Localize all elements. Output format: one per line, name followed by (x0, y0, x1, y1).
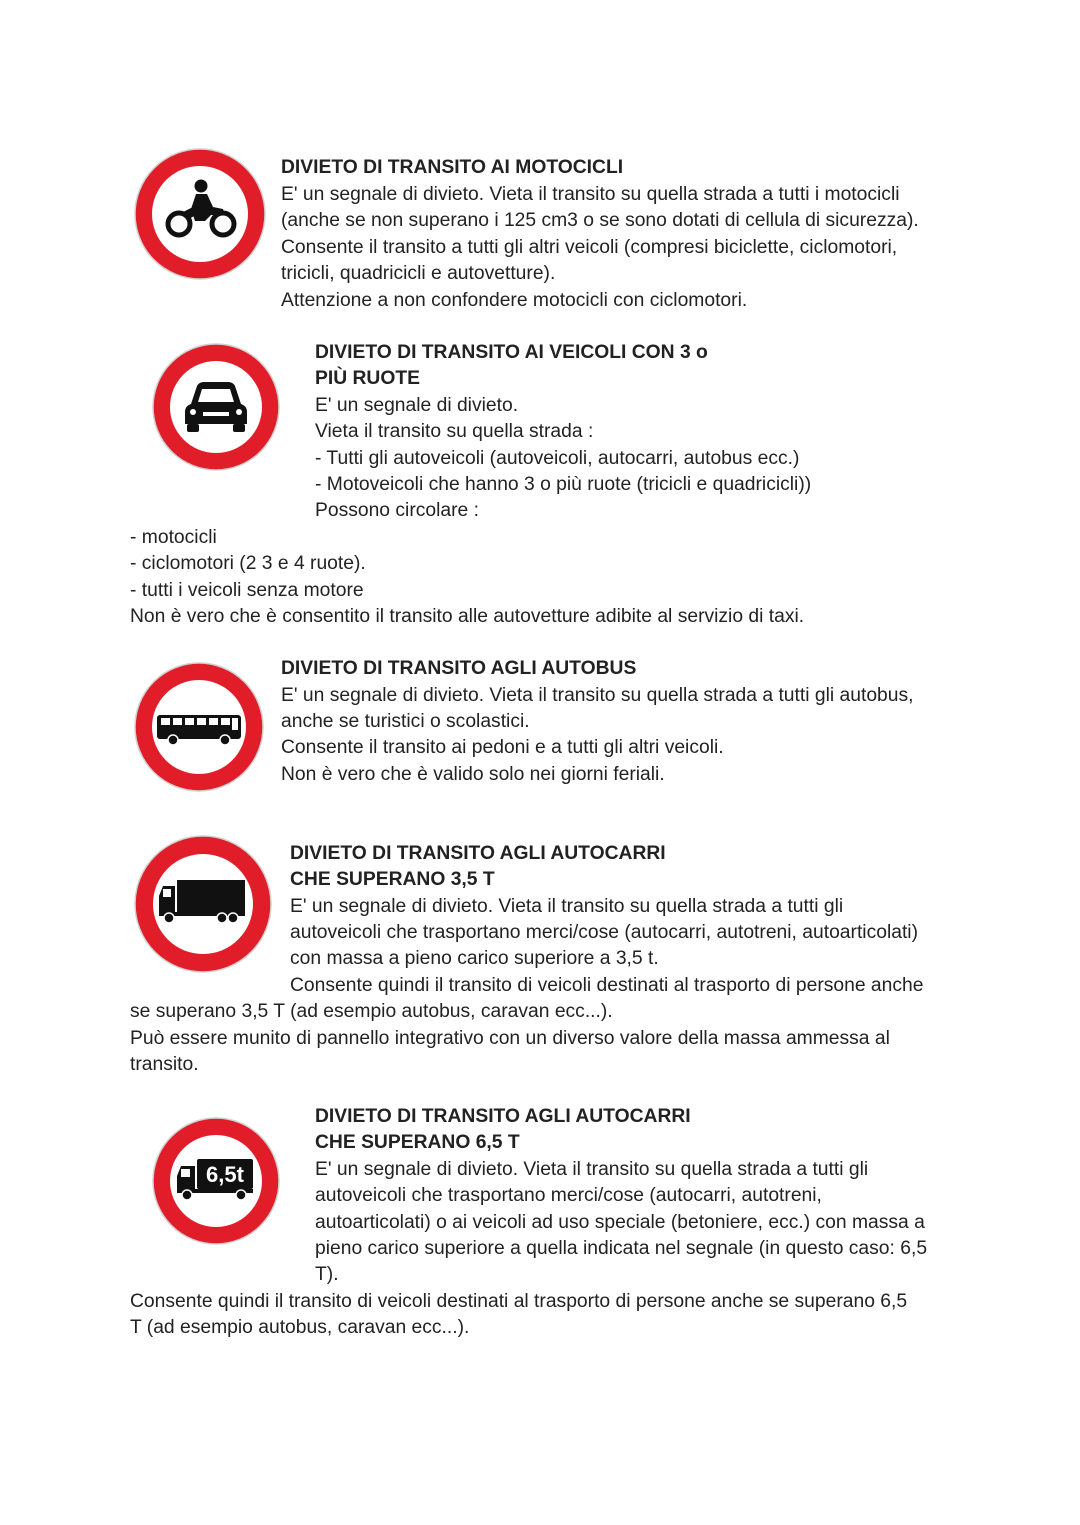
section-text: anche se turistici o scolastici. (281, 711, 530, 732)
section-text: E' un segnale di divieto. Vieta il transito su quella strada a tutti gli (315, 1159, 869, 1180)
section-text: Non è vero che è valido solo nei giorni feriali. (281, 764, 665, 785)
section-title: CHE SUPERANO 3,5 T (290, 869, 495, 890)
section-text: T). (315, 1264, 339, 1285)
section-text: Vieta il transito su quella strada : (315, 421, 594, 442)
section-text: E' un segnale di divieto. Vieta il transito su quella strada a tutti gli autobus, (281, 685, 914, 706)
sign-no-trucks-3-5t (133, 834, 273, 974)
sign-no-motorcycles (133, 147, 267, 281)
section-text: pieno carico superiore a quella indicata nel segnale (in questo caso: 6,5 (315, 1238, 928, 1259)
section-text: Possono circolare : (315, 500, 479, 521)
section-text: T (ad esempio autobus, caravan ecc...). (130, 1317, 470, 1338)
section-text: - tutti i veicoli senza motore (130, 580, 364, 601)
section-text: - Motoveicoli che hanno 3 o più ruote (tricicli e quadricicli)) (315, 474, 812, 495)
sign-no-vehicles-3-wheels (151, 342, 281, 472)
weight-limit-label: 6,5t (206, 1162, 244, 1187)
section-text: E' un segnale di divieto. Vieta il transito su quella strada a tutti i motocicli (281, 184, 900, 205)
section-text: transito. (130, 1054, 199, 1075)
section-text: (anche se non superano i 125 cm3 o se sono dotati di cellula di sicurezza). (281, 210, 919, 231)
section-title: DIVIETO DI TRANSITO AI MOTOCICLI (281, 157, 624, 178)
section-text: Attenzione a non confondere motocicli con ciclomotori. (281, 290, 748, 311)
section-text: Può essere munito di pannello integrativo con un diverso valore della massa ammessa al (130, 1028, 890, 1049)
section-title: DIVIETO DI TRANSITO AI VEICOLI CON 3 o (315, 342, 708, 363)
section-text: - Tutti gli autoveicoli (autoveicoli, autocarri, autobus ecc.) (315, 448, 800, 469)
section-text: - motocicli (130, 527, 217, 548)
section-text: Consente quindi il transito di veicoli destinati al trasporto di persone anche (290, 975, 924, 996)
section-text: se superano 3,5 T (ad esempio autobus, caravan ecc...). (130, 1001, 613, 1022)
section-text: Consente il transito ai pedoni e a tutti gli altri veicoli. (281, 737, 724, 758)
section-text: E' un segnale di divieto. Vieta il transito su quella strada a tutti gli (290, 896, 844, 917)
section-text: Consente quindi il transito di veicoli destinati al trasporto di persone anche se superano 6,5 (130, 1291, 908, 1312)
section-text: autoveicoli che trasportano merci/cose (autocarri, autotreni, autoarticolati) (290, 922, 919, 943)
sign-no-trucks-6-5t (151, 1116, 281, 1246)
section-text: Consente il transito a tutti gli altri veicoli (compresi biciclette, ciclomotori, (281, 237, 898, 258)
section-title: DIVIETO DI TRANSITO AGLI AUTOBUS (281, 658, 637, 679)
section-text: tricicli, quadricicli e autovetture). (281, 263, 556, 284)
section-title: DIVIETO DI TRANSITO AGLI AUTOCARRI (290, 843, 666, 864)
section-title: DIVIETO DI TRANSITO AGLI AUTOCARRI (315, 1106, 691, 1127)
section-title: CHE SUPERANO 6,5 T (315, 1132, 520, 1153)
section-text: autoveicoli che trasportano merci/cose (autocarri, autotreni, (315, 1185, 822, 1206)
section-text: Non è vero che è consentito il transito alle autovetture adibite al servizio di taxi. (130, 606, 805, 627)
section-text: autoarticolati) o ai veicoli ad uso speciale (betoniere, ecc.) con massa a (315, 1212, 925, 1233)
sign-no-buses (133, 661, 265, 793)
section-text: E' un segnale di divieto. (315, 395, 519, 416)
section-title: PIÙ RUOTE (315, 368, 420, 389)
section-text: - ciclomotori (2 3 e 4 ruote). (130, 553, 366, 574)
section-text: con massa a pieno carico superiore a 3,5 t. (290, 948, 659, 969)
